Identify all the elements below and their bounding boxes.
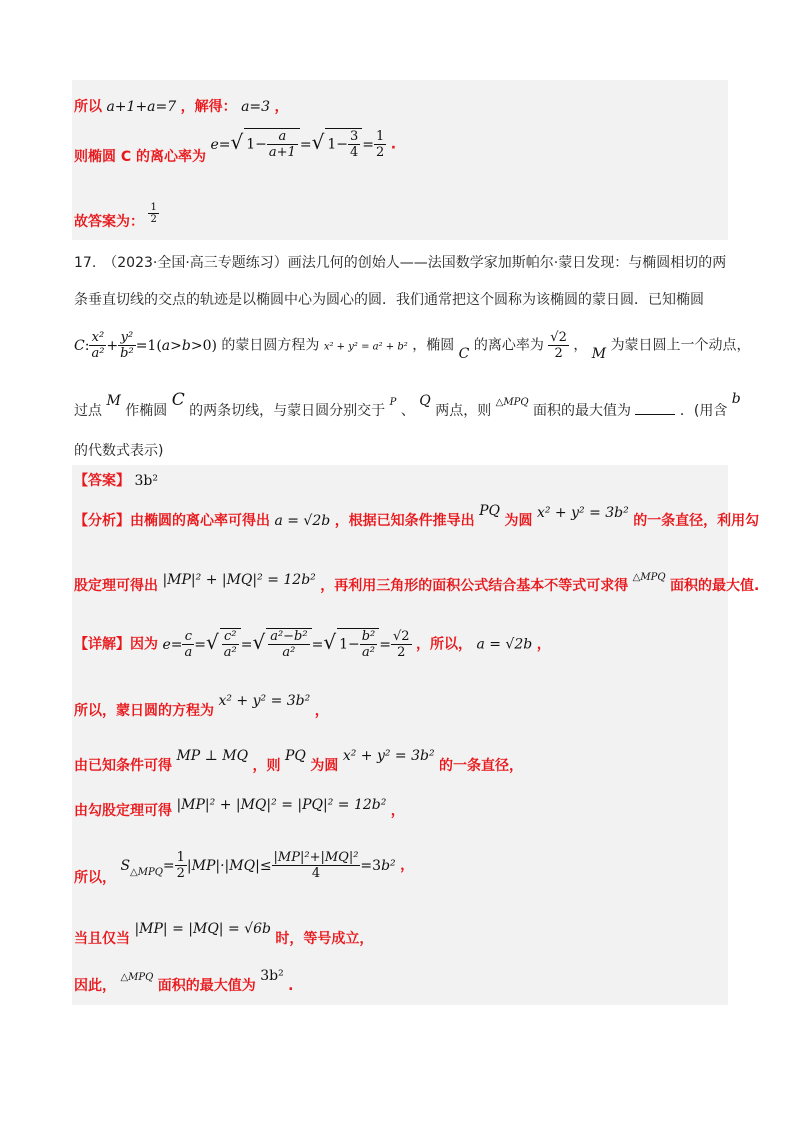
detail-line-1: 【详解】因为 e= $\frac{c}{a}$ =√ $\frac{\text{c²}}{\text{a²}}$ =√ $\frac{\text{a²−b²}}{\text{a²}}$ =√ 1− $\frac{\text{b²}}{\text{a²}}$ = $\frac{√2}{2}$ ，所以， a = √2b ， [74, 629, 551, 660]
eccentricity-derivation: e= $\frac{c}{a}$ =√ $\frac{\text{c²}}{\text{a²}}$ =√ $\frac{\text{a²−b²}}{\text{a²}}$ =√ 1− $\frac{\text{b²}}{\text{a²}}$ = $\frac{√2}{2}$ [162, 629, 410, 660]
solution-line-3: 故答案为： $\frac{1}{2}$ [74, 202, 157, 230]
solution-line-1: 所以 a+1+a=7 ，解得： a=3 ， [74, 99, 289, 115]
detail-line-7: 因此， △MPQ 面积的最大值为 3b² . [74, 968, 294, 994]
analysis-line-2: 股定理可得出 |MP|² + |MQ|² = 12b² ，再利用三角形的面积公式结合基本不等式可求得 $^{\triangle MPQ}$ 面积的最大值. [74, 572, 760, 594]
problem-17-line-3: C: $\frac{\text{x²}}{\text{a²}}$ + $\frac{\text{y²}}{\text{b²}}$ =1(a>b>0) 的蒙日圆方程为 x² + y² = a² + b² ，椭圆 C 的离心率为 $\frac{√2}{2}$ ， M 为蒙日圆上一个动点， [74, 330, 751, 362]
answer-line: 【答案】 3b² [74, 473, 158, 489]
eccentricity-formula: e=√ 1− $\frac{a}{a+1}$ =√ 1− $\frac{3}{4}$ = $\frac{1}{2}$ [210, 129, 385, 160]
problem-17-line-2: 条垂直切线的交点的轨迹是以椭圆中心为圆心的圆．我们通常把这个圆称为该椭圆的蒙日圆．已知椭圆 [74, 292, 704, 308]
detail-line-6: 当且仅当 |MP| = |MQ| = √6b 时，等号成立， [74, 921, 374, 947]
detail-line-3: 由已知条件可得 MP ⊥ MQ ，则 PQ 为圆 x² + y² = 3b² 的一条直径， [74, 748, 524, 774]
eccentricity-value: $\frac{√2}{2}$ [550, 330, 567, 361]
answer-blank [635, 402, 675, 415]
problem-17-line-4: 过点 M 作椭圆 C 的两条切线，与蒙日圆分别交于 $^P$ 、 Q 两点，则 $^{\triangle MPQ}$ 面积的最大值为 ．(用含 b [74, 390, 741, 419]
problem-17-line-1: 17. （2023·全国·高三专题练习）画法几何的创始人——法国数学家加斯帕尔·蒙日发现：与椭圆相切的两 [74, 255, 727, 271]
detail-line-4: 由勾股定理可得 |MP|² + |MQ|² = |PQ|² = 12b² ， [74, 797, 405, 819]
answer-fraction: $\frac{1}{2}$ [150, 202, 157, 225]
problem-17-line-5: 的代数式表示) [74, 443, 164, 459]
detail-line-5: 所以， $S_{\triangle MPQ}=$ $\frac{1}{2}$ |MP|·|MQ|≤ $\frac{\text{|MP|²+|MQ|²}}{4}$ =3b² ， [74, 850, 415, 886]
area-inequality: $S_{\triangle MPQ}=$ $\frac{1}{2}$ |MP|·|MQ|≤ $\frac{\text{|MP|²+|MQ|²}}{4}$ =3b² [120, 850, 396, 881]
solution-line-2: 则椭圆 C 的离心率为 e=√ 1− $\frac{a}{a+1}$ =√ 1− $\frac{3}{4}$ = $\frac{1}{2}$ . [74, 129, 397, 165]
analysis-line-1: 【分析】由椭圆的离心率可得出 a = √2b ，根据已知条件推导出 PQ 为圆 x² + y² = 3b² 的一条直径，利用勾 [74, 503, 760, 529]
detail-line-2: 所以，蒙日圆的方程为 x² + y² = 3b² ， [74, 693, 329, 719]
ellipse-equation: C: $\frac{\text{x²}}{\text{a²}}$ + $\frac{\text{y²}}{\text{b²}}$ =1(a>b>0) [74, 330, 217, 361]
